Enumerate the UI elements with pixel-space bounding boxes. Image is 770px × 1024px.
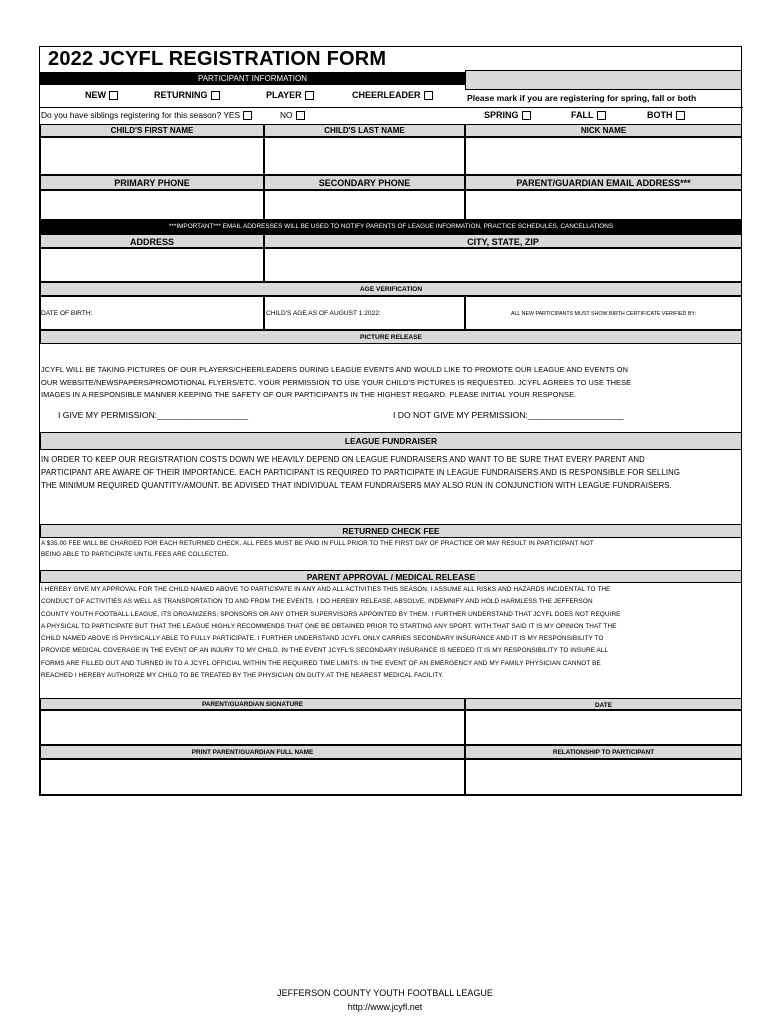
nick-name-field[interactable]: [465, 137, 742, 175]
check-fee-header: RETURNED CHECK FEE: [40, 524, 742, 538]
signature-header: PARENT/GUARDIAN SIGNATURE: [40, 698, 465, 710]
siblings-label: Do you have siblings registering for this season? YES: [41, 110, 241, 120]
returning-label: RETURNING: [154, 90, 208, 100]
secondary-phone-header: SECONDARY PHONE: [264, 175, 465, 190]
returning-option[interactable]: [154, 90, 220, 100]
print-name-field[interactable]: [40, 759, 465, 795]
date-header: DATE: [465, 698, 742, 710]
both-checkbox[interactable]: [676, 111, 685, 120]
last-name-header: CHILD'S LAST NAME: [264, 124, 465, 137]
spring-label: SPRING: [484, 110, 519, 120]
fundraiser-header: LEAGUE FUNDRAISER: [40, 432, 742, 450]
birth-cert-label: ALL NEW PARTICIPANTS MUST SHOW BIRTH CERTIFICATE VERIFIED BY:: [510, 311, 697, 317]
address-field[interactable]: [40, 248, 264, 282]
email-header: PARENT/GUARDIAN EMAIL ADDRESS***: [465, 175, 742, 190]
siblings-no-label: NO: [280, 110, 293, 120]
returning-checkbox[interactable]: [211, 91, 220, 100]
fall-label: FALL: [571, 110, 594, 120]
picture-release-header: PICTURE RELEASE: [40, 330, 742, 344]
address-header: ADDRESS: [40, 234, 264, 248]
season-prompt: Please mark if you are registering for spring, fall or both: [467, 93, 697, 103]
season-header-blank: [465, 70, 742, 90]
medical-text: I HEREBY GIVE MY APPROVAL FOR THE CHILD NAMED ABOVE TO PARTICIPATE IN ANY AND ALL ACTIVITIES THIS SEASON. I ASSUME ALL RISKS AND HAZARDS INCIDENTAL TO THE CONDUCT OF ACTIVITIES AS WELL AS TRANSPORTATION TO AND FROM THE EVENTS. I DO HEREBY RELEASE, ABSOLVE, INDEMNIFY AND HOLD HARMLESS THE JEFFERSON COUNTY YOUTH FOOTBALL LEAGUE, ITS ORGANIZERS, SPONSORS OR ANY OTHER SUPERVISORS APPOINTED BY THEM. I FURTHER UNDERSTAND THAT JCYFL DOES NOT REQUIRE A PHYSICAL TO PARTICIPATE BUT THAT THE LEAGUE HIGHLY RECOMMENDS THAT ONE BE OBTAINED PRIOR TO STARTING ANY SPORT. WITH THAT SAID IT IS MY OPINION THAT THE CHILD NAMED ABOVE IS PHYSICALLY ABLE TO FULLY PARTICIPATE. I FURTHER UNDERSTAND JCYFL ONLY CARRIES SECONDARY INSURANCE AND IT IS MY RESPONSIBILITY TO PROVIDE MEDICAL COVERAGE IN THE EVENT OF AN INJURY TO MY CHILD. IN THE EVENT JCYFL'S SECONDARY INSURANCE IS NEEDED IT IS MY RESPONSIBILITY TO INSURE ALL FORMS ARE FILLED OUT AND TURNED IN TO A JCYFL OFFICIAL WITHIN THE REQUIRED TIME LIMITS. IN THE EVENT OF AN EMERGENCY AND MY FAMILY PHYSICIAN CANNOT BE REACHED I HEREBY AUTHORIZE MY CHILD TO BE TREATED BY THE PHYSICIAN ON DUTY AT THE NEAREST MEDICAL FACILITY.: [41, 586, 621, 680]
city-state-zip-header: CITY, STATE, ZIP: [264, 234, 742, 248]
player-label: PLAYER: [266, 90, 302, 100]
siblings-no-option[interactable]: [280, 110, 305, 120]
check-fee-text: A $35.00 FEE WILL BE CHARGED FOR EACH RETURNED CHECK. ALL FEES MUST BE PAID IN FULL PRIOR TO THE FIRST DAY OF PRACTICE OR MAY RESULT IN PARTICIPANT NOT BEING ABLE TO PARTICIPATE UNTIL FEES ARE COLLECTED.: [41, 540, 594, 558]
primary-phone-header: PRIMARY PHONE: [40, 175, 264, 190]
footer-org: JEFFERSON COUNTY YOUTH FOOTBALL LEAGUE: [277, 988, 493, 998]
first-name-field[interactable]: [40, 137, 264, 175]
give-permission[interactable]: I GIVE MY PERMISSION:___________________: [58, 410, 248, 420]
relationship-field[interactable]: [465, 759, 742, 795]
fundraiser-text: IN ORDER TO KEEP OUR REGISTRATION COSTS DOWN WE HEAVILY DEPEND ON LEAGUE FUNDRAISERS AND WANT TO BE SURE THAT EVERY PARENT AND PARTICIPANT ARE AWARE OF THEIR IMPORTANCE. EACH PARTICIPANT IS REQUIRED TO PARTICIPATE IN LEAGUE FUNDRAISERS AND IS RESPONSIBLE FOR SELLING THE MINIMUM REQUIRED QUANTITY/AMOUNT. BE ADVISED THAT INDIVIDUAL TEAM FUNDRAISERS MAY ALSO RUN IN CONJUNCTION WITH LEAGUE FUNDRAISERS.: [41, 455, 681, 490]
email-note: ***IMPORTANT*** EMAIL ADDRESSES WILL BE USED TO NOTIFY PARENTS OF LEAGUE INFORMATION, PRACTICE SCHEDULES, CANCELLATIONS: [40, 220, 742, 234]
email-field[interactable]: [465, 190, 742, 220]
siblings-yes-checkbox[interactable]: [243, 111, 252, 120]
date-field[interactable]: [465, 710, 742, 745]
footer-url[interactable]: http://www.jcyfl.net: [347, 1002, 423, 1012]
print-name-header: PRINT PARENT/GUARDIAN FULL NAME: [40, 745, 465, 759]
relationship-header: RELATIONSHIP TO PARTICIPANT: [465, 745, 742, 759]
first-name-header: CHILD'S FIRST NAME: [40, 124, 264, 137]
player-checkbox[interactable]: [305, 91, 314, 100]
spring-option[interactable]: [484, 110, 531, 120]
fall-checkbox[interactable]: [597, 111, 606, 120]
both-option[interactable]: [647, 110, 685, 120]
nick-name-header: NICK NAME: [465, 124, 742, 137]
last-name-field[interactable]: [264, 137, 465, 175]
picture-release-text: JCYFL WILL BE TAKING PICTURES OF OUR PLAYERS/CHEERLEADERS DURING LEAGUE EVENTS AND WOULD LIKE TO PROMOTE OUR LEAGUE AND EVENTS ON OUR WEBSITE/NEWSPAPERS/PROMOTIONAL FLYERS/ETC. YOUR PERMISSION TO USE YOUR CHILD'S PICTURES IS REQUESTED. JCYFL AGREES TO USE THESE IMAGES IN A RESPONSIBLE MANNER KEEPING THE SAFETY OF OUR PARTICIPANTS IN THE HIGHEST REGARD. PLEASE INITIAL YOUR RESPONSE.: [41, 365, 632, 400]
signature-field[interactable]: [40, 710, 465, 745]
new-checkbox[interactable]: [109, 91, 118, 100]
age-as-of-label: CHILD'S AGE AS OF AUGUST 1 2022:: [266, 310, 381, 317]
secondary-phone-field[interactable]: [264, 190, 465, 220]
spring-checkbox[interactable]: [522, 111, 531, 120]
not-give-permission[interactable]: I DO NOT GIVE MY PERMISSION:____________________: [393, 410, 624, 420]
primary-phone-field[interactable]: [40, 190, 264, 220]
both-label: BOTH: [647, 110, 673, 120]
medical-header: PARENT APPROVAL / MEDICAL RELEASE: [40, 570, 742, 583]
fall-option[interactable]: [571, 110, 606, 120]
siblings-row: [40, 107, 743, 108]
cheerleader-label: CHEERLEADER: [352, 90, 421, 100]
player-option[interactable]: [266, 90, 314, 100]
city-state-zip-field[interactable]: [264, 248, 742, 282]
new-label: NEW: [85, 90, 106, 100]
age-verification-header: AGE VERIFICATION: [40, 282, 742, 296]
dob-label: DATE OF BIRTH:: [41, 310, 93, 317]
cheerleader-checkbox[interactable]: [424, 91, 433, 100]
new-option[interactable]: [85, 90, 118, 100]
siblings-no-checkbox[interactable]: [296, 111, 305, 120]
cheerleader-option[interactable]: [352, 90, 433, 100]
participant-info-header: PARTICIPANT INFORMATION: [40, 72, 465, 85]
form-title: 2022 JCYFL REGISTRATION FORM: [48, 48, 387, 70]
siblings-prompt[interactable]: [41, 110, 252, 120]
